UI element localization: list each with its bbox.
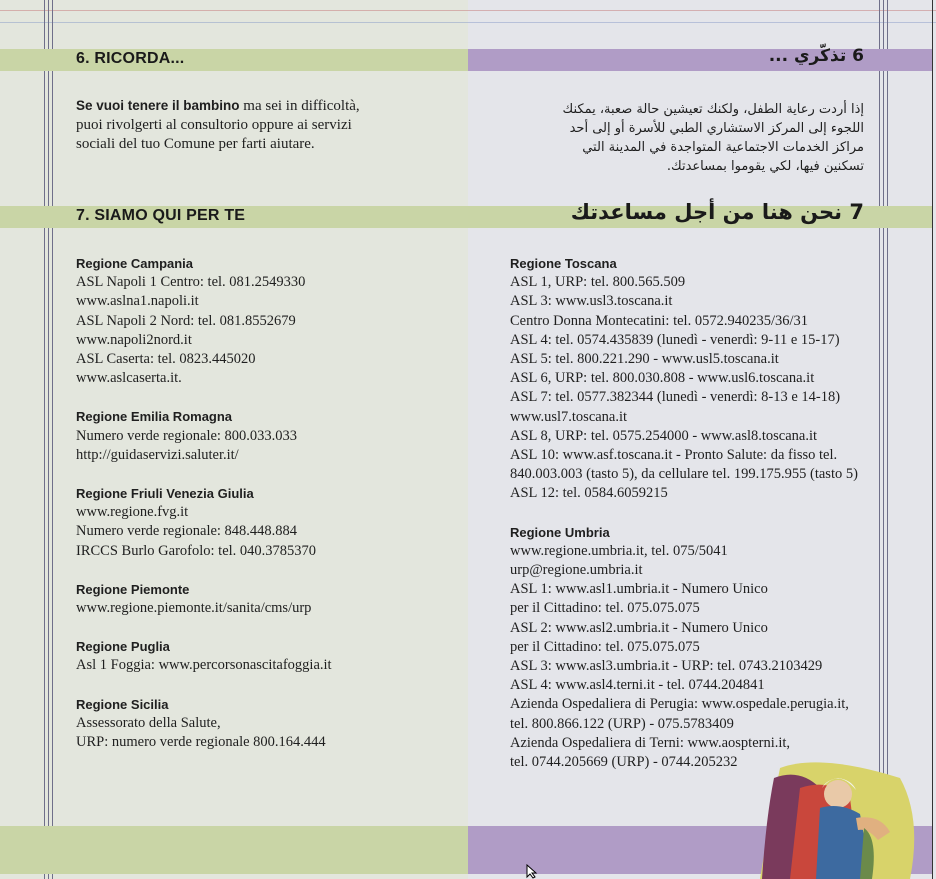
top-rule-blue: [0, 22, 936, 23]
region-title: Regione Umbria: [510, 524, 610, 540]
left-contacts-column: [76, 254, 456, 752]
contact-line: Azienda Ospedaliera di Terni: www.aospterni.it,: [510, 734, 791, 751]
section6-ar-line: إذا أردت رعاية الطفل، ولكنك تعيشين حالة صعبة، يمكنك: [562, 102, 864, 117]
contact-line: 840.003.003 (tasto 5), da cellulare tel. 199.175.955 (tasto 5): [510, 466, 858, 483]
region-title: Regione Friuli Venezia Giulia: [76, 486, 254, 502]
contact-line: ASL 10: www.asf.toscana.it - Pronto Salute: da fisso tel.: [510, 447, 838, 464]
contact-line: www.aslcaserta.it.: [76, 370, 182, 387]
contact-line: per il Cittadino: tel. 075.075.075: [510, 638, 700, 655]
contact-line: www.napoli2nord.it: [76, 331, 192, 348]
contact-line: ASL 1, URP: tel. 800.565.509: [510, 274, 686, 291]
contact-line: www.usl7.toscana.it: [510, 408, 628, 425]
section6-ar-line: تسكنين فيها، لكي يقوموا بمساعدتك.: [666, 159, 864, 174]
section6-title-it: 6. RICORDA...: [76, 50, 185, 67]
contact-line: Numero verde regionale: 800.033.033: [76, 427, 298, 444]
mouse-cursor-icon: [526, 864, 540, 879]
contact-line: ASL 12: tel. 0584.6059215: [510, 485, 668, 502]
contact-line: IRCCS Burlo Garofolo: tel. 040.3785370: [76, 542, 317, 559]
contact-line: tel. 0744.205669 (URP) - 0744.205232: [510, 754, 738, 771]
region-title: Regione Emilia Romagna: [76, 409, 233, 425]
section6-band-left: [0, 49, 468, 71]
contact-line: ASL 2: www.asl2.umbria.it - Numero Unico: [510, 619, 768, 636]
right-margin-line: [879, 0, 880, 879]
region-title: Regione Campania: [76, 256, 194, 271]
contact-line: tel. 800.866.122 (URP) - 075.5783409: [510, 715, 734, 732]
section6-line: ma sei in difficoltà,: [239, 98, 360, 114]
region-title: Regione Toscana: [510, 256, 617, 271]
left-margin-line-3: [52, 0, 53, 879]
section6-title-ar: 6 تذكّري ...: [768, 46, 864, 66]
contact-line: ASL Caserta: tel. 0823.445020: [76, 351, 256, 368]
page-edge-line: [932, 0, 933, 879]
contact-line: www.regione.fvg.it: [76, 504, 189, 521]
contact-line: www.regione.piemonte.it/sanita/cms/urp: [76, 600, 312, 617]
region-title: Regione Sicilia: [76, 696, 169, 712]
contact-line: per il Cittadino: tel. 075.075.075: [510, 600, 700, 617]
top-rule-red: [0, 10, 936, 11]
contact-line: URP: numero verde regionale 800.164.444: [76, 734, 326, 751]
right-contacts-column: [510, 254, 876, 772]
section7-title-it: 7. SIAMO QUI PER TE: [76, 207, 246, 224]
contact-line: http://guidaservizi.saluter.it/: [76, 446, 239, 463]
contact-line: ASL 7: tel. 0577.382344 (lunedì - venerdì: 8-13 e 14-18): [510, 389, 841, 406]
contact-line: ASL 3: www.usl3.toscana.it: [510, 293, 673, 310]
right-margin-line-2: [883, 0, 884, 879]
left-margin-line: [44, 0, 45, 879]
contact-line: Centro Donna Montecatini: tel. 0572.940235/36/31: [510, 312, 809, 329]
contact-line: Numero verde regionale: 848.448.884: [76, 523, 298, 540]
section6-text-ar: [504, 100, 864, 176]
contact-line: ASL 1: www.asl1.umbria.it - Numero Unico: [510, 581, 768, 598]
section6-ar-line: اللجوء إلى المركز الاستشاري الطبي للأسرة أو إلى أحد: [569, 121, 864, 136]
right-margin-line-3: [887, 0, 888, 879]
contact-line: www.aslna1.napoli.it: [76, 293, 199, 310]
contact-line: Asl 1 Foggia: www.percorsonascitafoggia.it: [76, 657, 332, 674]
contact-line: ASL Napoli 1 Centro: tel. 081.2549330: [76, 274, 306, 291]
section6-line: sociali del tuo Comune per farti aiutare.: [76, 136, 315, 152]
contact-line: ASL 3: www.asl3.umbria.it - URP: tel. 0743.2103429: [510, 658, 823, 675]
section7-title-ar: 7 نحن هنا من أجل مساعدتك: [570, 200, 864, 224]
contact-line: Assessorato della Salute,: [76, 714, 221, 731]
bottom-band-left: [0, 826, 468, 874]
contact-line: ASL 8, URP: tel. 0575.254000 - www.asl8.toscana.it: [510, 427, 818, 444]
contact-line: ASL 4: www.asl4.terni.it - tel. 0744.204841: [510, 677, 765, 694]
contact-line: ASL 6, URP: tel. 800.030.808 - www.usl6.toscana.it: [510, 370, 815, 387]
region-title: Regione Piemonte: [76, 581, 190, 597]
section6-text-it: [76, 96, 456, 154]
contact-line: ASL Napoli 2 Nord: tel. 081.8552679: [76, 312, 296, 329]
woman-illustration: [760, 758, 920, 879]
left-margin-line-2: [48, 0, 49, 879]
section6-ar-line: مراكز الخدمات الاجتماعية المتواجدة في المدينة التي: [582, 140, 864, 155]
contact-line: ASL 5: tel. 800.221.290 - www.usl5.toscana.it: [510, 351, 779, 368]
contact-line: Azienda Ospedaliera di Perugia: www.ospedale.perugia.it,: [510, 696, 849, 713]
section6-line: puoi rivolgerti al consultorio oppure ai servizi: [76, 117, 352, 133]
section6-bold-text: Se vuoi tenere il bambino: [76, 98, 240, 113]
contact-line: www.regione.umbria.it, tel. 075/5041: [510, 542, 728, 559]
contact-line: ASL 4: tel. 0574.435839 (lunedì - venerdì: 9-11 e 15-17): [510, 331, 840, 348]
contact-line: urp@regione.umbria.it: [510, 562, 643, 579]
region-title: Regione Puglia: [76, 639, 170, 655]
